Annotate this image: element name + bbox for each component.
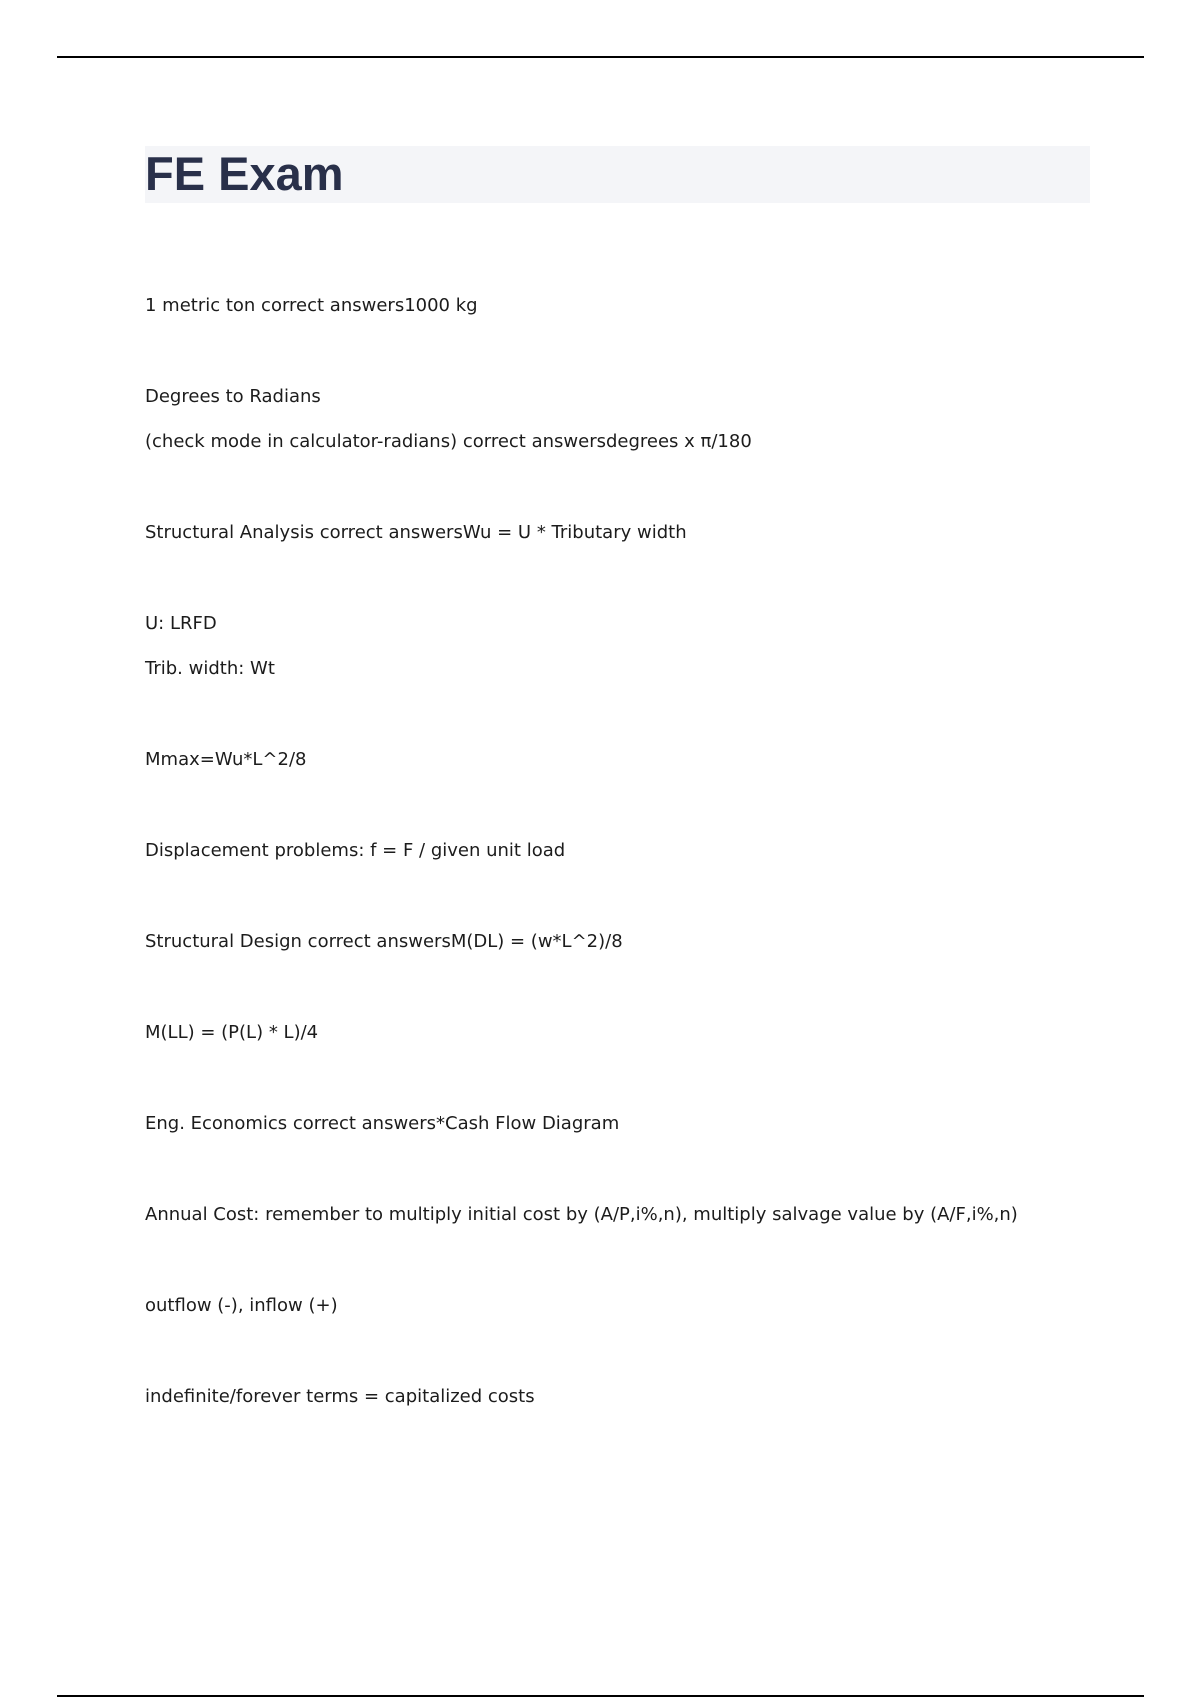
note-line: Eng. Economics correct answers*Cash Flow Diagram xyxy=(145,1113,620,1134)
note-line: Structural Design correct answersM(DL) = (w*L^2)/8 xyxy=(145,931,623,952)
note-line: Trib. width: Wt xyxy=(145,658,275,679)
note-line: (check mode in calculator-radians) correct answersdegrees x π/180 xyxy=(145,431,752,452)
note-line: Degrees to Radians xyxy=(145,386,321,407)
note-line: 1 metric ton correct answers1000 kg xyxy=(145,295,478,316)
note-line: Displacement problems: f = F / given unit load xyxy=(145,840,566,861)
note-line: M(LL) = (P(L) * L)/4 xyxy=(145,1022,319,1043)
note-line: outflow (-), inflow (+) xyxy=(145,1295,338,1316)
note-line: U: LRFD xyxy=(145,613,217,634)
note-line: indefinite/forever terms = capitalized costs xyxy=(145,1386,535,1407)
note-line: Annual Cost: remember to multiply initial cost by (A/P,i%,n), multiply salvage value by (A/F,i%,n) xyxy=(145,1204,1018,1225)
note-line: Structural Analysis correct answersWu = U * Tributary width xyxy=(145,522,687,543)
page-title: FE Exam xyxy=(145,147,344,200)
top-rule xyxy=(57,56,1144,58)
note-line: Mmax=Wu*L^2/8 xyxy=(145,749,307,770)
bottom-rule xyxy=(57,1695,1144,1697)
